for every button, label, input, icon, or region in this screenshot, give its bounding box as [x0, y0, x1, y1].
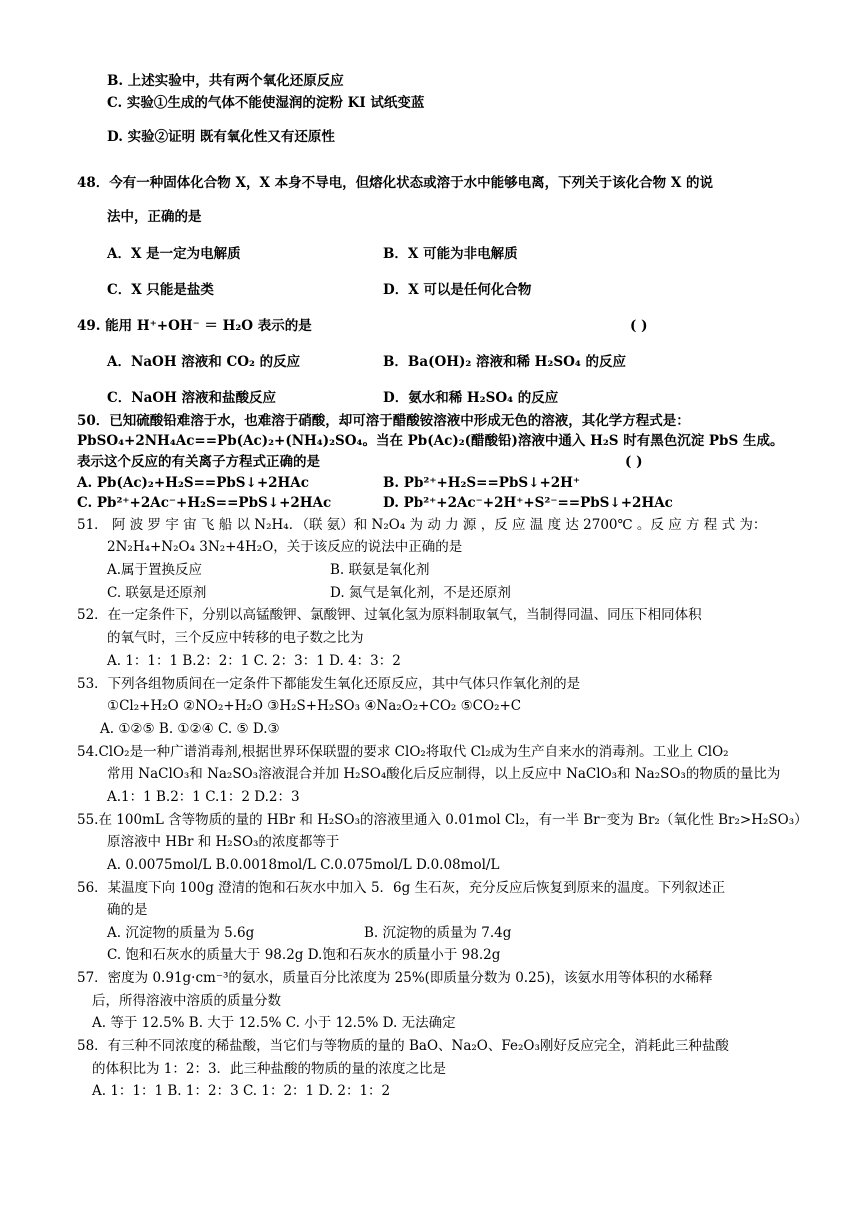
text-line-content: A．X 是一定为电解质 — [107, 246, 241, 262]
text-line-content: D. 实验②证明 既有氧化性又有还原性 — [107, 129, 335, 145]
text-line-content: 的氧气时，三个反应中转移的电子数之比为 — [107, 630, 364, 646]
text-line-option: ( ) — [625, 454, 643, 470]
text-line-content: A. Pb(Ac)₂+H₂S==PbS↓+2HAc — [77, 475, 310, 491]
text-line-content: 52．在一定条件下，分别以高锰酸钾、氯酸钾、过氧化氢为原料制取氧气，当制得同温、同压下相同体积 — [77, 607, 702, 623]
text-line-content: 51． 阿 波 罗 宇 宙 飞 船 以 N₂H₄．（联 氨）和 N₂O₄ 为 动 力 源 ，反 应 温 度 达 2700℃ 。反 应 方 程 式 为： — [77, 517, 767, 533]
text-line-content: A.1：1 B.2：1 C.1：2 D.2：3 — [107, 789, 300, 805]
text-line-option: D．氨水和稀 H₂SO₄ 的反应 — [383, 390, 559, 406]
text-line-content: 57．密度为 0.91g·cm⁻³的氨水，质量百分比浓度为 25%(即质量分数为 0.25)，该氨水用等体积的水稀释 — [77, 970, 713, 986]
text-line-content: C. Pb²⁺+2Ac⁻+H₂S==PbS↓+2HAc — [77, 495, 332, 511]
text-line-content: 48．今有一种固体化合物 X，X 本身不导电，但熔化状态或溶于水中能够电离，下列关于该化合物 X 的说 — [77, 175, 714, 191]
text-line-content: 法中，正确的是 — [107, 209, 202, 225]
text-line-content: PbSO₄+2NH₄Ac==Pb(Ac)₂+(NH₄)₂SO₄。当在 Pb(Ac)₂(醋酸铅)溶液中通入 H₂S 时有黑色沉淀 PbS 生成。 — [77, 433, 784, 449]
text-line-option: D. 氮气是氧化剂，不是还原剂 — [330, 585, 511, 601]
text-line-option: B. 沉淀物的质量为 7.4g — [364, 925, 512, 941]
text-line-content: 2N₂H₄+N₂O₄ 3N₂+4H₂O，关于该反应的说法中正确的是 — [107, 539, 463, 555]
text-line-content: 表示这个反应的有关离子方程式正确的是 — [77, 454, 320, 470]
text-line-option: D．X 可以是任何化合物 — [383, 282, 532, 298]
text-line-content: 50．已知硫酸铅难溶于水，也难溶于硝酸，却可溶于醋酸铵溶液中形成无色的溶液，其化学方程式是： — [77, 413, 690, 429]
text-line-content: 55.在 100mL 含等物质的量的 HBr 和 H₂SO₃的溶液里通入 0.01mol Cl₂，有一半 Br⁻变为 Br₂（氧化性 Br₂>H₂SO₃） — [77, 812, 808, 828]
text-line-content: A. ①②⑤ B. ①②④ C. ⑤ D.③ — [100, 721, 280, 737]
text-line-content: 的体积比为 1：2：3．此三种盐酸的物质的量的浓度之比是 — [92, 1061, 447, 1077]
text-line-content: 原溶液中 HBr 和 H₂SO₃的浓度都等于 — [107, 834, 340, 850]
text-line-content: 53．下列各组物质间在一定条件下都能发生氧化还原反应，其中气体只作氧化剂的是 — [77, 676, 581, 692]
text-line-content: 56．某温度下向 100g 澄清的饱和石灰水中加入 5．6g 生石灰，充分反应后恢复到原来的温度。下列叙述正 — [77, 880, 726, 896]
text-line-content: C. 饱和石灰水的质量大于 98.2g D.饱和石灰水的质量小于 98.2g — [107, 947, 501, 963]
text-line-content: A. 1：1：1 B. 1：2：3 C. 1：2：1 D. 2：1：2 — [92, 1083, 391, 1099]
text-line-content: A．NaOH 溶液和 CO₂ 的反应 — [107, 354, 301, 370]
text-line-option: B．Ba(OH)₂ 溶液和稀 H₂SO₄ 的反应 — [383, 354, 626, 370]
text-line-content: C．NaOH 溶液和盐酸反应 — [107, 390, 277, 406]
text-line-content: 49. 能用 H⁺+OH⁻ ＝ H₂O 表示的是 — [77, 318, 312, 334]
text-line-content: A. 0.0075mol/L B.0.0018mol/L C.0.075mol/L D.0.08mol/L — [107, 857, 500, 873]
text-line-option: D. Pb²⁺+2Ac⁻+2H⁺+S²⁻==PbS↓+2HAc — [383, 495, 673, 511]
text-line-content: 常用 NaClO₃和 Na₂SO₃溶液混合并加 H₂SO₄酸化后反应制得，以上反应中 NaClO₃和 Na₂SO₃的物质的量比为 — [107, 766, 781, 782]
text-line-content: A. 沉淀物的质量为 5.6g — [107, 925, 255, 941]
text-line-content: A. 1：1：1 B.2：2：1 C. 2：3：1 D. 4：3：2 — [107, 653, 401, 669]
text-line-content: A. 等于 12.5% B. 大于 12.5% C. 小于 12.5% D. 无法确定 — [92, 1015, 456, 1031]
text-line-content: 54.ClO₂是一种广谱消毒剂,根据世界环保联盟的要求 ClO₂将取代 Cl₂成为生产自来水的消毒剂。工业上 ClO₂ — [77, 744, 729, 760]
text-line-option: ( ) — [630, 318, 648, 334]
text-line-content: 后，所得溶液中溶质的质量分数 — [92, 993, 281, 1009]
text-line-content: B. 上述实验中，共有两个氧化还原反应 — [107, 73, 344, 89]
text-line-content: A.属于置换反应 — [107, 562, 203, 578]
text-line-content: C. 联氨是还原剂 — [107, 585, 207, 601]
text-line-option: B. 联氨是氧化剂 — [330, 562, 430, 578]
text-line-content: ①Cl₂+H₂O ②NO₂+H₂O ③H₂S+H₂SO₃ ④Na₂O₂+CO₂ ⑤CO₂+C — [107, 698, 522, 714]
text-line-content: 58．有三种不同浓度的稀盐酸，当它们与等物质的量的 BaO、Na₂O、Fe₂O₃刚好反应完全，消耗此三种盐酸 — [77, 1038, 729, 1054]
text-line-option: B. Pb²⁺+H₂S==PbS↓+2H⁺ — [383, 475, 581, 491]
text-line-content: 确的是 — [107, 902, 148, 918]
text-line-option: B．X 可能为非电解质 — [383, 246, 518, 262]
text-line-content: C．X 只能是盐类 — [107, 282, 214, 298]
text-line-content: C. 实验①生成的气体不能使湿润的淀粉 KI 试纸变蓝 — [107, 95, 425, 111]
